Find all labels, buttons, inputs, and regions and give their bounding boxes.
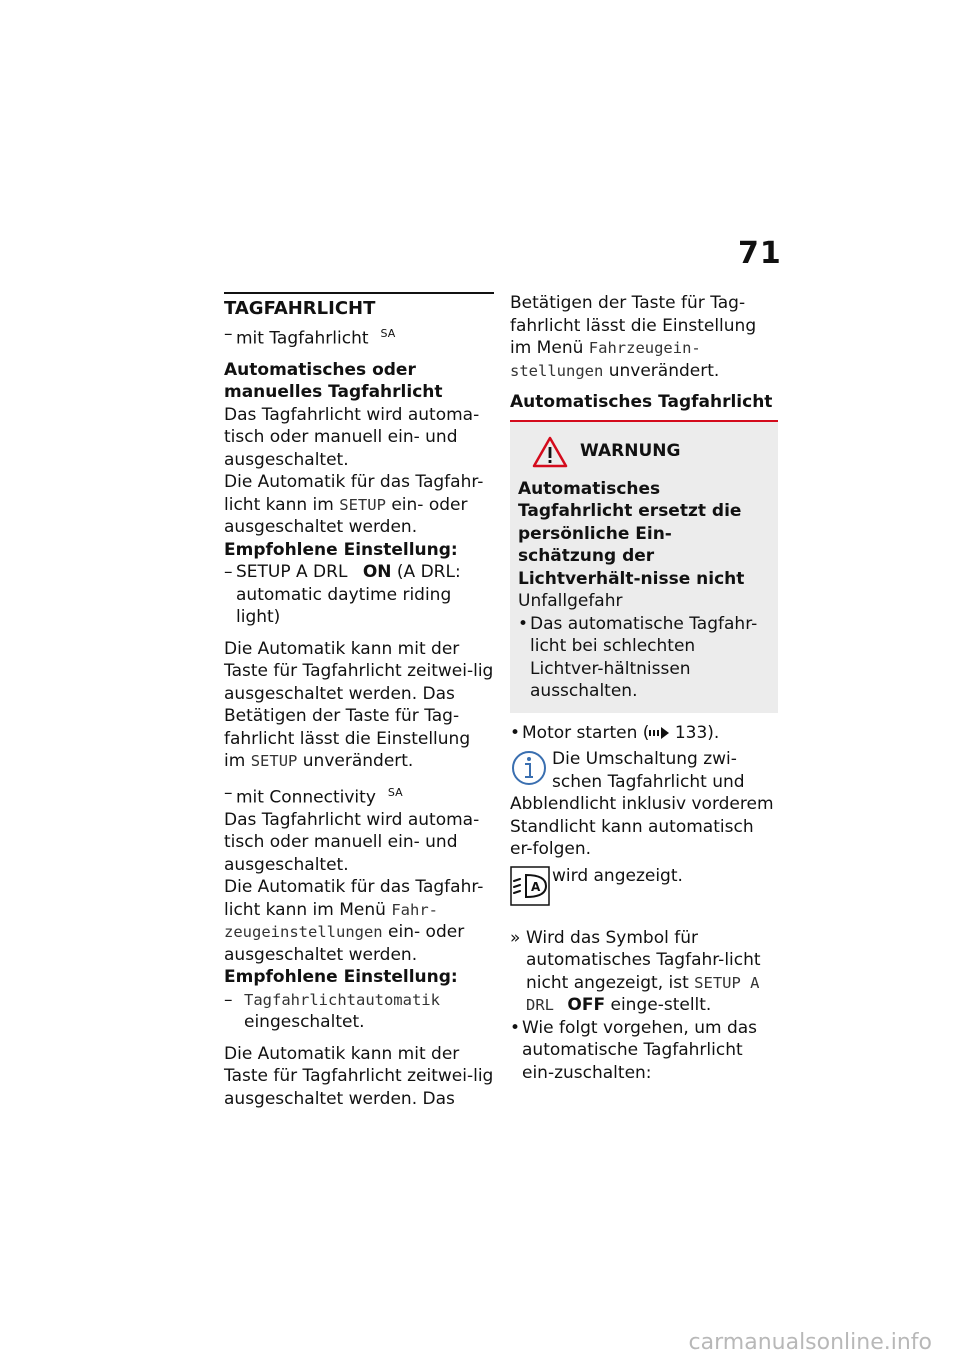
left-column bbox=[224, 292, 494, 1110]
warning-triangle-icon bbox=[532, 436, 568, 468]
warning-measure: • Das automatische Tagfahr-licht bei schlechten Lichtver-hältnissen ausschalten. bbox=[518, 613, 758, 701]
arrow-reference-icon bbox=[649, 727, 669, 739]
sa-badge: SA bbox=[387, 785, 403, 799]
recommended-setting-label: Empfohlene Einstellung: bbox=[224, 539, 458, 560]
paragraph: Das Tagfahrlicht wird automa-tisch oder manuell ein- und ausgeschaltet. bbox=[224, 404, 480, 470]
page-reference: 133 bbox=[674, 722, 708, 743]
warning-box bbox=[510, 420, 778, 713]
recommended-setting-label: Empfohlene Einstellung: bbox=[224, 967, 458, 988]
variant-mit-connectivity: – mit Connectivity $^{SA}$ bbox=[224, 782, 403, 808]
page-number: 71 bbox=[738, 236, 782, 271]
sub-heading: Automatisches oder manuelles Tagfahrlicht bbox=[224, 359, 443, 403]
info-icon bbox=[510, 748, 548, 788]
warning-header bbox=[518, 432, 770, 472]
paragraph: Die Automatik für das Tagfahr-licht kann im SETUP ein- oder ausgeschaltet werden. bbox=[224, 472, 484, 538]
sub-heading: Automatisches Tagfahrlicht bbox=[510, 392, 773, 412]
section-heading: TAGFAHRLICHT bbox=[224, 298, 376, 319]
sa-badge: SA bbox=[380, 326, 396, 340]
warning-risk: Unfallgefahr bbox=[518, 591, 623, 611]
paragraph: Die Automatik für das Tagfahr-licht kann im Menü Fahr-zeugeinstellungen ein- oder ausgeschaltet werden. bbox=[224, 877, 484, 965]
info-note: Die Umschaltung zwi-schen Tagfahrlicht und Abblendlicht inklusiv vorderem Standlicht kann automatisch er-folgen. bbox=[510, 749, 774, 859]
recommended-setting: – Tagfahrlichtautomatik eingeschaltet. bbox=[224, 989, 440, 1033]
warning-title: Automatisches Tagfahrlicht ersetzt die persönliche Ein-schätzung der Lichtverhält-nisse nicht bbox=[518, 478, 745, 589]
symbol-note: A wird angezeigt. bbox=[510, 865, 778, 907]
watermark: carmanualsonline.info bbox=[688, 1330, 932, 1355]
variant-mit-tagfahrlicht: – mit Tagfahrlicht $^{SA}$ bbox=[224, 323, 396, 349]
paragraph: Das Tagfahrlicht wird automa-tisch oder manuell ein- und ausgeschaltet. bbox=[224, 809, 480, 875]
svg-text:A: A bbox=[531, 879, 541, 894]
paragraph: Die Automatik kann mit der Taste für Tagfahrlicht zeitwei-lig ausgeschaltet werden. Das bbox=[224, 1043, 494, 1109]
step-motor-starten: • Motor starten ( 133). bbox=[510, 722, 720, 743]
right-column bbox=[510, 292, 778, 1084]
warning-label: WARNUNG bbox=[580, 441, 681, 462]
paragraph: Die Automatik kann mit der Taste für Tagfahrlicht zeitwei-lig ausgeschaltet werden. Das Betätigen der Taste für Tag-fahrlicht lässt die Einstellung im SETUP unverändert. bbox=[224, 638, 494, 772]
auto-daytime-light-icon bbox=[510, 865, 550, 907]
paragraph: Betätigen der Taste für Tag-fahrlicht lässt die Einstellung im Menü Fahrzeugein-stellungen unverändert. bbox=[510, 293, 757, 381]
recommended-setting: – SETUP A DRL ON (A DRL: automatic daytime riding light) bbox=[224, 562, 461, 628]
result-note: » Wird das Symbol für automatisches Tagfahr-licht nicht angezeigt, ist SETUP A DRL OFF einge-stellt. bbox=[510, 927, 761, 1015]
section-rule bbox=[224, 292, 494, 294]
step-einschalten: • Wie folgt vorgehen, um das automatische Tagfahrlicht ein-zuschalten: bbox=[510, 1017, 758, 1083]
